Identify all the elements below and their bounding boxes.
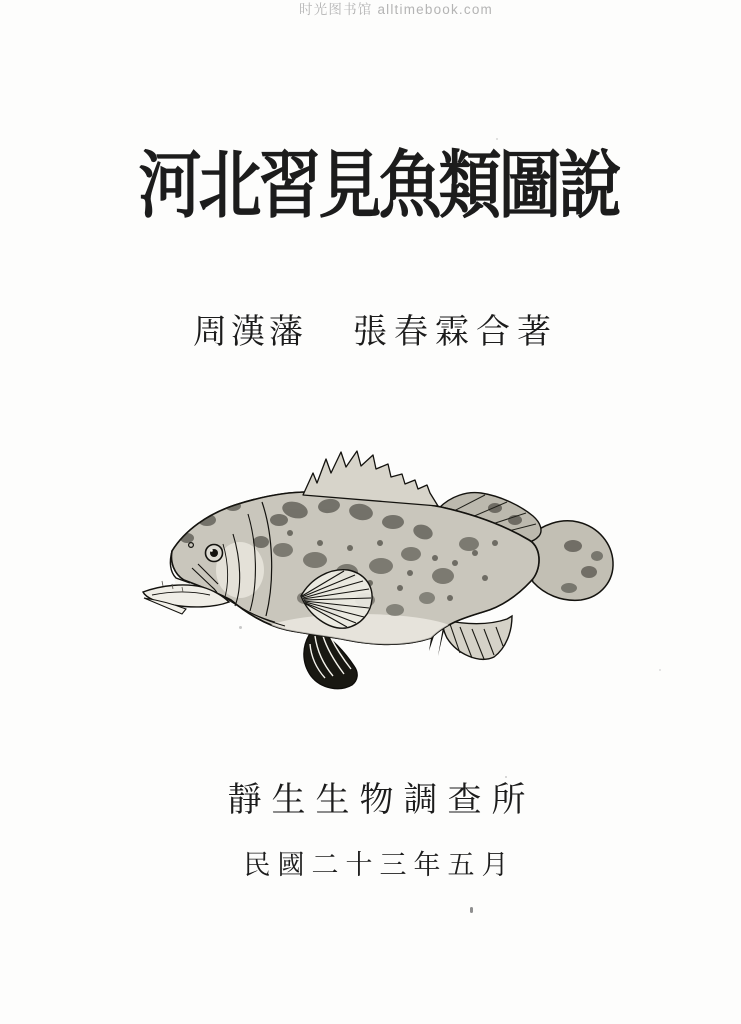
publisher-name: 靜生生物調查所 [227, 782, 536, 819]
fish-illustration [140, 448, 617, 702]
author-name-zhang-and-role: 張春霖合著 [353, 314, 558, 351]
author-name-zhou: 周漢藩 [193, 314, 307, 351]
authors-line [0, 314, 741, 351]
scan-speck [505, 776, 507, 778]
scan-speck [470, 907, 473, 913]
scan-speck [496, 138, 498, 140]
scan-speck [239, 626, 242, 629]
book-title: 河北習見魚類圖說 [138, 145, 619, 227]
watermark: 时光图书馆 alltimebook.com [299, 2, 493, 17]
fish-engraving-svg [140, 448, 617, 702]
publication-date: 民國二十三年五月 [243, 850, 516, 880]
scan-speck [659, 669, 661, 671]
